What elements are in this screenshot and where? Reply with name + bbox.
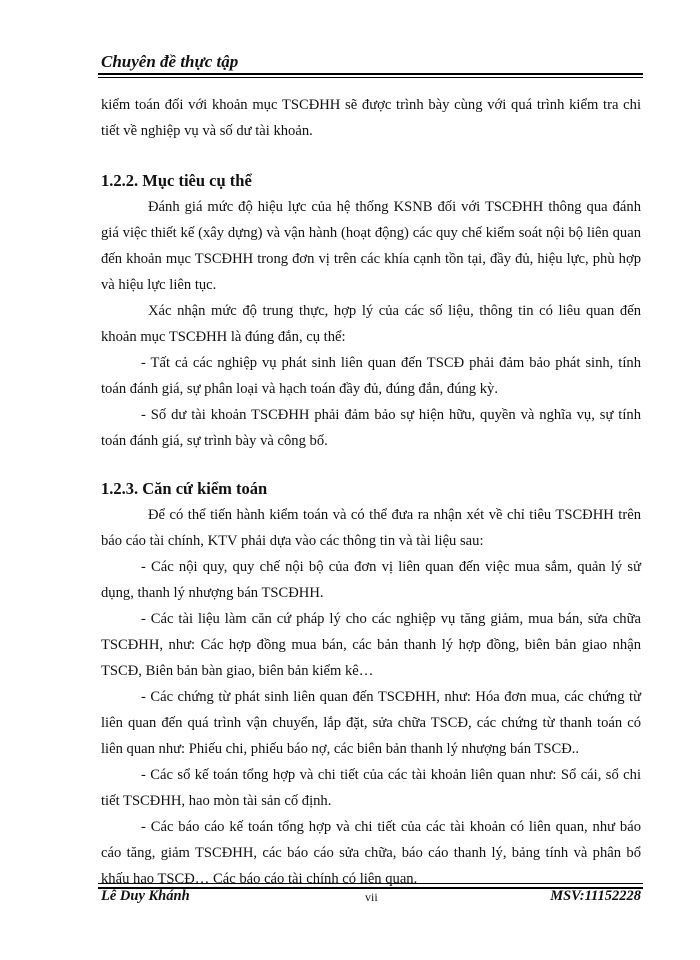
- header-title: Chuyên đề thực tập: [101, 52, 239, 71]
- bullet-item: - Các chứng từ phát sinh liên quan đến TSCĐHH, như: Hóa đơn mua, các chứng từ liên quan đến quá trình vận chuyển, lắp đặt, sửa chữa TSCĐ, các chứng từ thanh toán có liên quan như: Phiếu chi, phiếu báo nợ, các biên bản thanh lý nhượng bán TSCĐ..: [101, 689, 641, 757]
- footer-author: Lê Duy Khánh: [101, 888, 190, 904]
- footer-rule-thin: [98, 883, 643, 884]
- page-number: vii: [365, 890, 378, 904]
- bullet-item: - Các báo cáo kế toán tổng hợp và chi tiết của các tài khoản có liên quan, như báo cáo tăng, giảm TSCĐHH, các báo cáo sửa chữa, báo cáo thanh lý, bảng tính và phân bổ khấu hao TSCĐ… Các báo cáo tài chính có liên quan.: [101, 819, 641, 887]
- header-rule-thin: [98, 77, 643, 78]
- header-rule-thick: [98, 73, 643, 75]
- bullet-item: - Các nội quy, quy chế nội bộ của đơn vị liên quan đến việc mua sắm, quản lý sử dụng, thanh lý nhượng bán TSCĐHH.: [101, 559, 641, 601]
- paragraph: Xác nhận mức độ trung thực, hợp lý của các số liệu, thông tin có liêu quan đến khoản mục TSCĐHH là đúng đắn, cụ thể:: [101, 303, 641, 345]
- bullet-item: - Số dư tài khoản TSCĐHH phải đảm bảo sự hiện hữu, quyền và nghĩa vụ, sự tính toán đánh giá, sự trình bày và công bố.: [101, 407, 641, 449]
- bullet-item: - Tất cả các nghiệp vụ phát sinh liên quan đến TSCĐ phải đảm bảo phát sinh, tính toán đánh giá, sự phân loại và hạch toán đầy đủ, đúng đắn, đúng kỳ.: [101, 355, 641, 397]
- paragraph: Để có thể tiến hành kiểm toán và có thể đưa ra nhận xét về chỉ tiêu TSCĐHH trên báo cáo tài chính, KTV phải dựa vào các thông tin và tài liệu sau:: [101, 507, 641, 549]
- section-heading-1-2-2: 1.2.2. Mục tiêu cụ thể: [101, 171, 252, 190]
- spacer: [101, 144, 641, 168]
- bullet-item: - Các sổ kế toán tổng hợp và chi tiết của các tài khoản liên quan như: Sổ cái, sổ chi tiết TSCĐHH, hao mòn tài sản cố định.: [101, 767, 641, 809]
- section-heading-1-2-3: 1.2.3. Căn cứ kiểm toán: [101, 479, 268, 498]
- footer-student-id: MSV:11152228: [550, 888, 641, 904]
- body-content: [101, 92, 641, 892]
- intro-paragraph: kiểm toán đối với khoản mục TSCĐHH sẽ được trình bày cùng với quá trình kiểm tra chi tiết về nghiệp vụ và số dư tài khoản.: [101, 97, 641, 139]
- bullet-item: - Các tài liệu làm căn cứ pháp lý cho các nghiệp vụ tăng giảm, mua bán, sửa chữa TSCĐHH, như: Các hợp đồng mua bán, các bản thanh lý hợp đồng, biên bản giao nhận TSCĐ, Biên bản bàn giao, biên bản kiểm kê…: [101, 611, 641, 679]
- paragraph: Đánh giá mức độ hiệu lực của hệ thống KSNB đối với TSCĐHH thông qua đánh giá việc thiết kế (xây dựng) và vận hành (hoạt động) các quy chế kiểm soát nội bộ liên quan đến khoản mục TSCĐHH trong đơn vị trên các khía cạnh tồn tại, đầy đủ, hiệu lực, phù hợp và hiệu lực liên tục.: [101, 199, 641, 293]
- spacer: [101, 454, 641, 476]
- page-footer: [101, 888, 641, 908]
